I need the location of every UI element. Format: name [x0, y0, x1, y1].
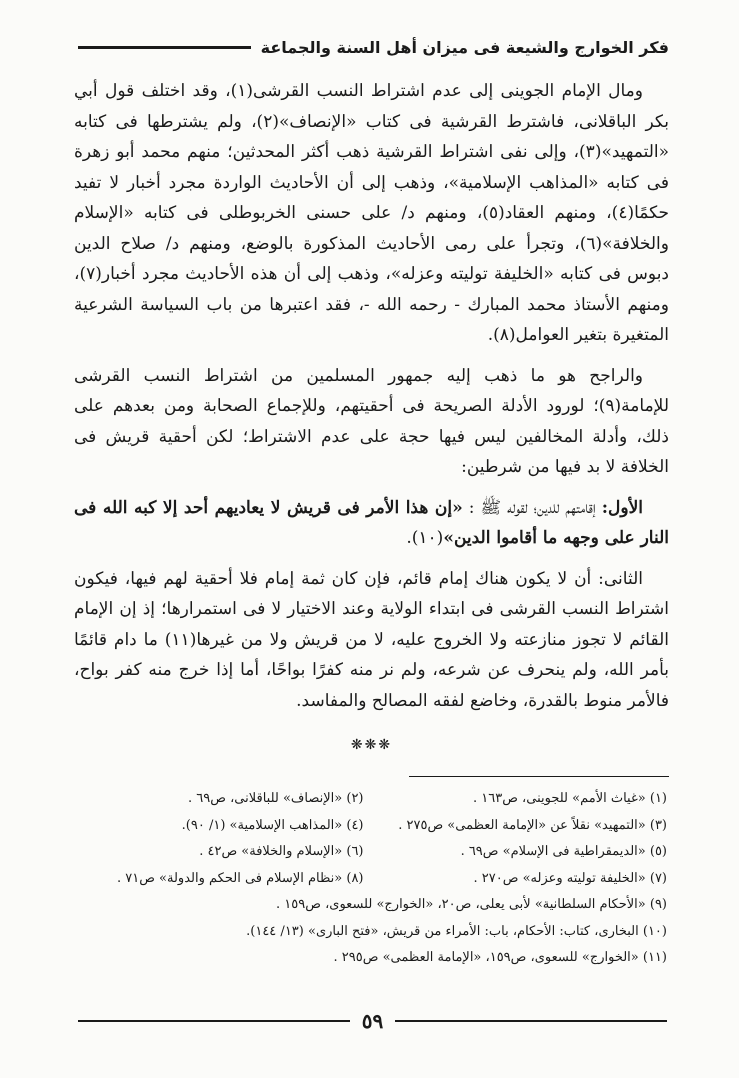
hadith-footnote-ref: (١٠).: [406, 528, 444, 548]
footnote-8: (٨) «نظام الإسلام فى الحكم والدولة» ص٧١ .: [116, 870, 364, 886]
paragraph-3: [74, 493, 669, 554]
hadith-quote: «إن هذا الأمر فى قريش لا يعاديهم أحد إلا كبه الله فى النار على وجهه ما أقاموا الدين»: [74, 497, 669, 548]
footnote-10: (١٠) البخارى، كتاب: الأحكام، باب: الأمراء من قريش، «فتح البارى» (١٣/ ١٤٤).: [246, 923, 667, 939]
page-footer: [78, 1010, 667, 1032]
footnote-9: (٩) «الأحكام السلطانية» لأبى يعلى، ص٢٠، «الخوارج» للسعوى، ص١٥٩ .: [276, 897, 667, 912]
footnote-3: (٣) «التمهيد» نقلاً عن «الإمامة العظمى» ص٢٧٥ .: [398, 817, 667, 833]
footnote-2: (٢) «الإنصاف» للباقلانى، ص٦٩ .: [187, 791, 364, 806]
footnote-6: (٦) «الإسلام والخلافة» ص٤٢ .: [199, 844, 364, 859]
footnote-grid: [70, 786, 667, 892]
section-separator: ❋❋❋: [350, 737, 393, 753]
header-title: فكر الخوارج والشيعة فى ميزان أهل السنة والجماعة: [260, 37, 669, 57]
condition-one-label: الأول:: [601, 497, 644, 518]
main-text: [74, 76, 669, 761]
paragraph-2: والراجح هو ما ذهب إليه جمهور المسلمين من اشتراط النسب القرشى للإمامة(٩)؛ لورود الأدلة الصريحة فى أحقيتهم، وللإجماع الصحابة ومن بعدهم على ذلك، وأدلة المخالفين ليس فيها حجة على عدم الاشتراط؛ لكن أحقية قريش فى الخلافة لا بد فيها من شرطين:: [74, 365, 669, 477]
footnote-1: (١) «غياث الأمم» للجوينى، ص١٦٣ .: [472, 791, 667, 806]
running-header: [78, 34, 669, 60]
paragraph-1: ومال الإمام الجوينى إلى عدم اشتراط النسب القرشى(١)، وقد اختلف قول أبي بكر الباقلانى، فاشترط القرشية فى كتاب «الإنصاف»(٢)، ولم يشترطها فى كتابه «التمهيد»(٣)، وإلى نفى اشتراط القرشية ذهب أكثر المحدثين؛ منهم محمد أبو زهرة فى كتابه «المذاهب الإسلامية»، وذهب إلى أن الأحاديث الواردة مجرد أخبار لا تفيد حكمًا(٤)، ومنهم العقاد(٥)، ومنهم د/ على حسنى الخربوطلى فى كتابه «الإسلام والخلافة»(٦)، وتجرأ على رمى الأحاديث المذكورة بالوضع، ومنهم د/ صلاح الدين دبوس فى كتابه «الخليفة توليته وعزله»، وذهب إلى أن هذه الأحاديث مجرد أخبار(٧)، ومنهم الأستاذ محمد المبارك - رحمه الله -، فقد اعتبرها من باب السياسة الشرعية المتغيرة بتغير العوامل(٨).: [74, 81, 670, 345]
footnote-rule: [409, 776, 669, 777]
paragraph-4: الثانى: أن لا يكون هناك إمام قائم، فإن كان ثمة إمام فلا أحقية لهم فيها، فيكون اشتراط النسب القرشى فى ابتداء الولاية وعند الاختيار لا فى استمرارها؛ إذ إن الإمام القائم لا تجوز منازعته ولا الخروج عليه، لا من قريش ولا من غيرها(١١) ما دام قائمًا بأمر الله، ولم ينحرف عن شرعه، ولم نر منه كفرًا بواحًا، أما إذا خرج منه كفر بواح، فالأمر منوط بالقدرة، وخاضع لفقه المصالح والمفاسد.: [74, 568, 669, 711]
footnote-7: (٧) «الخليفة توليته وعزله» ص٢٧٠ .: [473, 870, 667, 886]
page-number: ٥٩: [361, 1009, 384, 1033]
condition-one-text: إقامتهم للدين؛ لقوله ﷺ :: [468, 497, 596, 518]
footer-rule-right: [395, 1020, 667, 1022]
header-rule: [78, 46, 251, 49]
footnote-11: (١١) «الخوارج» للسعوى، ص١٥٩، «الإمامة العظمى» ص٢٩٥ .: [333, 950, 667, 965]
footnote-4: (٤) «المذاهب الإسلامية» (١/ ٩٠).: [181, 817, 364, 833]
footer-rule-left: [78, 1020, 350, 1022]
footnotes: [70, 786, 667, 972]
footnote-5: (٥) «الديمقراطية فى الإسلام» ص٦٩ .: [460, 844, 667, 859]
